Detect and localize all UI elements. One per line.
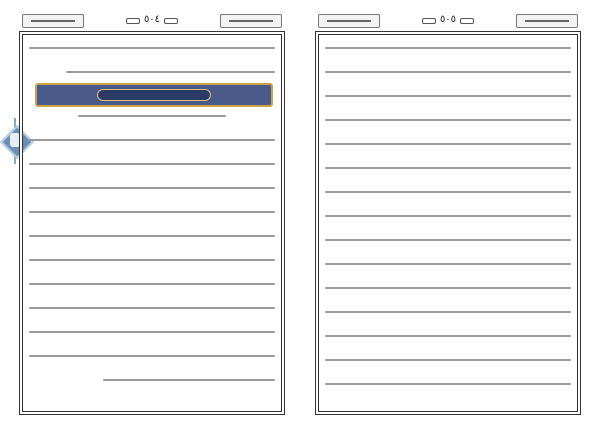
- text-line: [29, 331, 275, 333]
- right-page: [318, 10, 578, 414]
- text-line: [325, 215, 571, 217]
- text-line: [29, 235, 275, 237]
- text-line: [29, 163, 275, 165]
- header-juz-label-box: [318, 14, 380, 28]
- right-page-text-frame: [318, 34, 578, 412]
- left-page-body-lines: [29, 115, 275, 403]
- header-surah-label-box: [516, 14, 578, 28]
- right-page-header: [318, 10, 578, 32]
- text-line: [29, 211, 275, 213]
- text-line: [325, 335, 571, 337]
- text-line: [325, 239, 571, 241]
- text-line: [325, 383, 571, 385]
- right-page-number: ٥٠٥: [424, 13, 472, 27]
- text-line: [325, 71, 571, 73]
- surah-title-cartouche: [97, 89, 211, 101]
- text-line: [325, 95, 571, 97]
- text-line: [29, 307, 275, 309]
- text-line: [325, 359, 571, 361]
- right-page-body-lines: [325, 47, 571, 407]
- text-line: [29, 139, 275, 141]
- text-line: [325, 287, 571, 289]
- text-line: [325, 47, 571, 49]
- text-line: [103, 379, 275, 381]
- text-line: [29, 259, 275, 261]
- text-line: [325, 143, 571, 145]
- header-surah-label-box: [22, 14, 84, 28]
- text-line: [29, 47, 275, 49]
- left-page-number: ٥٠٤: [128, 13, 176, 27]
- text-line: [29, 187, 275, 189]
- text-line: [66, 71, 275, 73]
- juz-marker-core: [10, 133, 20, 147]
- surah-title-banner: [35, 83, 273, 107]
- header-juz-label-box: [220, 14, 282, 28]
- text-line: [325, 263, 571, 265]
- left-page-text-frame: [22, 34, 282, 412]
- text-line: [325, 167, 571, 169]
- text-line: [325, 311, 571, 313]
- text-line: [325, 119, 571, 121]
- left-page: [22, 10, 282, 414]
- text-line: [29, 283, 275, 285]
- text-line: [325, 191, 571, 193]
- left-page-header: [22, 10, 282, 32]
- text-line: [29, 355, 275, 357]
- basmala-line: [78, 115, 226, 117]
